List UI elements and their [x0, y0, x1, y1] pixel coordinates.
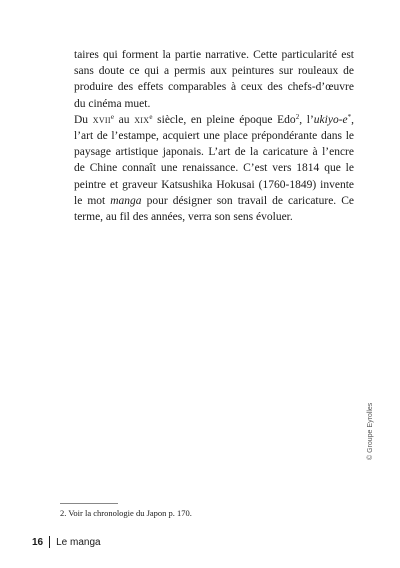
- p2-text-5: , l’art de l’estampe, acquiert une place prépondérante dans le paysage artistique japonais. L’art de la caricature à l’encre de Chine connaît une renaissance. C’est vers 1814 que le peintre et graveur Katsushika Hokusai (1760-1849) invente le mot: [74, 113, 355, 207]
- century-17: xvii: [92, 113, 111, 126]
- copyright-notice: © Groupe Eyrolles: [367, 402, 374, 460]
- paragraph-2: [74, 112, 354, 225]
- body-text: [74, 47, 354, 225]
- p2-text-6: pour désigner son travail de caricature. Ce terme, au fil des années, verra son sens évoluer.: [74, 194, 354, 224]
- page-number: 16: [32, 536, 44, 548]
- footer-divider: [49, 536, 50, 548]
- footnote-reference[interactable]: 2: [295, 112, 300, 121]
- running-title: Le manga: [56, 536, 101, 548]
- century-19-ordinal: e: [149, 112, 153, 121]
- ukiyo-e-term: ukiyo-e: [313, 113, 348, 126]
- footnote-divider: [60, 503, 118, 504]
- p2-text-1: Du: [74, 113, 93, 126]
- page-footer: [32, 535, 101, 549]
- p2-text-4: , l’: [299, 113, 314, 126]
- p2-text-2: au: [113, 113, 135, 126]
- century-17-ordinal: e: [110, 112, 114, 121]
- p2-text-3: siècle, en pleine époque Edo: [152, 113, 296, 126]
- footnote: 2. Voir la chronologie du Japon p. 170.: [60, 508, 192, 518]
- glossary-marker: *: [347, 112, 352, 121]
- century-19: xix: [134, 113, 150, 126]
- manga-term: manga: [110, 194, 142, 207]
- paragraph-1: taires qui forment la partie narrative. Cette particularité est sans doute ce qui a permis aux peintures sur rouleaux de produire des effets comparables à ceux des chefs-d’œuvre du cinéma muet.: [74, 49, 354, 110]
